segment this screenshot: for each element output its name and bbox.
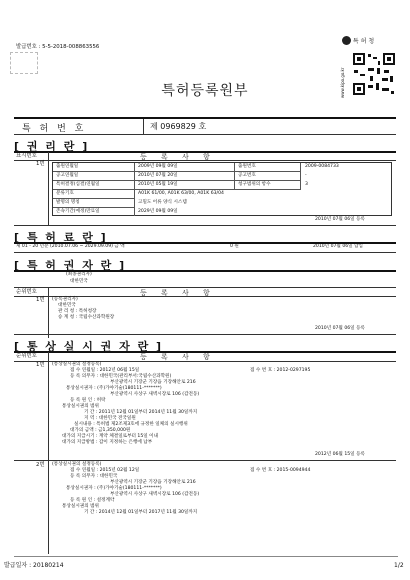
rights-col-entry: 등 록 사 항 bbox=[140, 153, 216, 161]
kipo-emblem-icon bbox=[342, 36, 351, 45]
license-line: 대가의 지급시기 : 계약 체결일로부터 15일 이내 bbox=[62, 434, 159, 439]
license-line: 부산광역시 기장군 기장읍 기장해안로 216 bbox=[110, 380, 196, 385]
rights-heading: [ 권 리 란 ] bbox=[14, 140, 90, 153]
divider bbox=[14, 134, 396, 135]
license-line: 접 수 연월일 : 2015년 02월 12일 bbox=[70, 468, 140, 473]
holder-line: 관 리 청 : 특허청장 bbox=[58, 309, 97, 314]
license-line: 대가의 금액 : 금1,350,000원 bbox=[70, 428, 131, 433]
holder-col-entry: 등 록 사 항 bbox=[140, 289, 216, 297]
classification-label: 분류기호 bbox=[56, 191, 74, 196]
fees-amount: 0 원 bbox=[230, 244, 239, 249]
rights-registration-date: 2010년 07월 06일 등록 bbox=[315, 217, 365, 222]
application-number-label: 출원번호 bbox=[238, 164, 256, 169]
divider bbox=[48, 152, 49, 226]
license-rank: 1번 bbox=[36, 362, 45, 368]
license-receipt-number: 접 수 번 호 : 2012-0297195 bbox=[250, 368, 311, 373]
page-number: 1/2 bbox=[394, 562, 404, 569]
publication-date-value: 2010년 07월 20일 bbox=[138, 173, 178, 178]
invention-title-value: 고밀도 어류 양식 시스템 bbox=[138, 200, 187, 205]
filing-date-label: 출원연월일 bbox=[56, 164, 79, 169]
divider bbox=[14, 160, 396, 161]
divider bbox=[143, 119, 144, 134]
license-line: 등 록 원 인 : 허락 bbox=[70, 398, 106, 403]
classification-value: A01K 61/00, A01K 63/00, A01K 63/04 bbox=[138, 191, 224, 196]
license-line: 등 록 의무자 : 대한민국 bbox=[70, 474, 118, 479]
page-title: 특허등록원부 bbox=[161, 83, 249, 99]
fees-paid-date: 2010년 07월 06일 납입 bbox=[313, 244, 363, 249]
license-rank: 2번 bbox=[36, 462, 45, 468]
patent-number-value: 제 0969829 호 bbox=[150, 122, 207, 131]
license-line: 통상실시권의 범위 bbox=[62, 504, 99, 509]
license-line: 통상실시권자 : (주)가야기술(180111-*******) bbox=[66, 386, 162, 391]
license-line: 접 수 연월일 : 2012년 06월 15일 bbox=[70, 368, 140, 373]
holder-line: (등록권리자) bbox=[52, 297, 78, 302]
license-col-entry: 등 록 사 항 bbox=[140, 353, 216, 361]
license-line: 부산광역시 사상구 새벽시장로 106 (감전동) bbox=[110, 492, 200, 497]
holder-col-rank: 순위번호 bbox=[16, 289, 37, 295]
divider bbox=[48, 288, 49, 338]
divider bbox=[14, 556, 398, 557]
license-line: 기 간 : 2011년 12월 01일부터 2014년 11월 30일까지 bbox=[84, 410, 198, 415]
fees-heading: [ 특 허 료 란 ] bbox=[14, 231, 108, 244]
license-line: (통상실시권의 설정등록) bbox=[52, 362, 102, 367]
holder-registration-date: 2010년 07월 06일 등록 bbox=[315, 326, 365, 331]
license-line: (통상실시권의 설정등록) bbox=[52, 462, 102, 467]
publication-number-value: - bbox=[305, 173, 307, 178]
holder-final-name: 대한민국 bbox=[70, 279, 88, 284]
license-line: 통상실시권의 범위 bbox=[62, 404, 99, 409]
license-line: 부산광역시 사상구 새벽시장로 106 (감전동) bbox=[110, 392, 200, 397]
divider bbox=[14, 225, 396, 226]
issue-date: 발급일자 : 20180214 bbox=[4, 562, 64, 569]
license-line: 등 록 원 인 : 설정계약 bbox=[70, 498, 115, 503]
kipo-url: www.kipo.go.kr bbox=[340, 67, 345, 98]
filing-date-value: 2009년 09월 09일 bbox=[138, 164, 178, 169]
patent-number-label: 특 허 번 호 bbox=[22, 124, 87, 134]
rights-col-display: 표시번호 bbox=[16, 153, 37, 159]
claims-count-label: 청구범위의 항수 bbox=[238, 182, 271, 187]
divider bbox=[14, 460, 396, 461]
divider bbox=[14, 117, 396, 119]
rights-rank: 1번 bbox=[36, 161, 45, 167]
holder-final-label: (최종권리자) bbox=[66, 272, 92, 277]
stamp-mark bbox=[10, 52, 38, 74]
expiry-label: 존속기간(예정)만료일 bbox=[56, 209, 100, 214]
holder-rank: 1번 bbox=[36, 297, 45, 303]
publication-date-label: 공고연월일 bbox=[56, 173, 79, 178]
holder-heading: [ 특 허 권 자 란 ] bbox=[14, 259, 127, 272]
license-line: 부산광역시 기장군 기장읍 기장해안로 216 bbox=[110, 480, 196, 485]
license-col-rank: 순위번호 bbox=[16, 353, 37, 359]
document-number: 발급번호 : 5-5-2018-008863556 bbox=[16, 44, 100, 50]
license-line: 지 역 : 대한민국 전국일원 bbox=[84, 416, 136, 421]
claims-count-value: 3 bbox=[305, 182, 308, 187]
license-line: 등 록 의무자 : 대한민국(관리부서:국립수산과학원) bbox=[70, 374, 172, 379]
publication-number-label: 공고번호 bbox=[238, 173, 256, 178]
decision-date-value: 2010년 05월 19일 bbox=[138, 182, 178, 187]
license-line: 기 간 : 2014년 12월 01일부터 2017년 11월 30일까지 bbox=[84, 510, 198, 515]
expiry-value: 2029년 09월 09일 bbox=[138, 209, 178, 214]
divider bbox=[14, 252, 396, 253]
fees-range: 제 01 - 20 년분 (2010.07.06 ~ 2029.09.09) 금 액 bbox=[16, 244, 125, 249]
holder-line: 승 계 청 : 국립수산과학원장 bbox=[58, 315, 115, 320]
decision-date-label: 특허결정(심결)연월일 bbox=[56, 182, 100, 187]
license-line: 대가의 지급방법 : 갑이 지정하는 은행에 납부 bbox=[62, 440, 153, 445]
license-heading: [ 통 상 실 시 권 자 란 ] bbox=[14, 340, 164, 353]
holder-line: 대한민국 bbox=[58, 303, 76, 308]
rights-table bbox=[52, 162, 392, 216]
license-line: 통상실시권자 : (주)가야기술(180111-*******) bbox=[66, 486, 162, 491]
invention-title-label: 발명의 명칭 bbox=[56, 200, 80, 205]
divider bbox=[14, 334, 396, 335]
divider bbox=[48, 352, 49, 554]
license-registration-date: 2012년 06월 15일 등록 bbox=[315, 452, 365, 457]
application-number-value: 2009-0084733 bbox=[305, 164, 339, 169]
license-receipt-number: 접 수 번 호 : 2015-0094944 bbox=[250, 468, 311, 473]
license-line: 실시내용 : 특허법 제2조제3호에 규정한 일체의 실시행위 bbox=[74, 422, 188, 427]
kipo-logo: 특 허 청 bbox=[342, 36, 374, 45]
